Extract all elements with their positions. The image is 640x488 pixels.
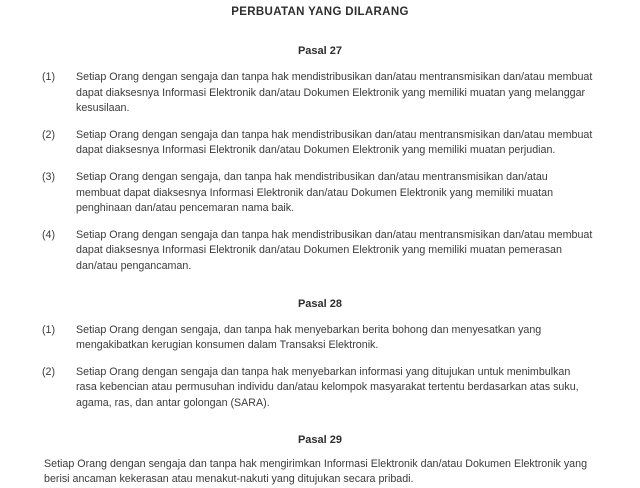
section-heading-pasal-28: Pasal 28 (297, 297, 343, 310)
page-title: PERBUATAN YANG DILARANG (231, 6, 409, 18)
clause-list-pasal-27 (0, 70, 640, 275)
clause-item (30, 70, 594, 117)
clause-text: Setiap Orang dengan sengaja, dan tanpa hak menyebarkan berita bohong dan menyesatkan yang mengakibatkan kerugian konsumen dalam Transaksi Elektronik. (76, 323, 542, 352)
clause-text: Setiap Orang dengan sengaja dan tanpa hak mendistribusikan dan/atau mentransmisikan dan/atau membuat dapat diaksesnya Informasi Elektronik dan/atau Dokumen Elektronik yang memiliki muatan pemerasan dan/atau pengancaman. (76, 228, 593, 272)
clause-marker: (2) (42, 128, 56, 141)
section-heading-pasal-29: Pasal 29 (297, 433, 343, 446)
clause-text: Setiap Orang dengan sengaja, dan tanpa hak mendistribusikan dan/atau mentransmisikan dan/atau membuat dapat diaksesnya Informasi Elektronik dan/atau Dokumen Elektronik yang memiliki muatan penghinaan dan/atau pencemaran nama baik. (76, 170, 554, 215)
clause-marker: (3) (42, 170, 56, 183)
section-heading-pasal-27: Pasal 27 (297, 45, 343, 57)
clause-marker: (1) (42, 323, 56, 336)
clause-item (30, 128, 594, 159)
clause-text: Setiap Orang dengan sengaja dan tanpa hak menyebarkan informasi yang ditujukan untuk menimbulkan rasa kebencian atau permusuhan individu dan/atau kelompok masyarakat tertentu berdasarkan atas suku, agama, ras, dan antar golongan (SARA). (76, 365, 579, 409)
clause-marker: (4) (42, 228, 56, 241)
section-body-pasal-29: Setiap Orang dengan sengaja dan tanpa hak mengirimkan Informasi Elektronik dan/atau Dokumen Elektronik yang berisi ancaman kekerasan atau menakut-nakuti yang ditujukan secara pribadi. (44, 457, 588, 486)
clause-text: Setiap Orang dengan sengaja dan tanpa hak mendistribusikan dan/atau mentransmisikan dan/atau membuat dapat diaksesnya Informasi Elektronik dan/atau Dokumen Elektronik yang memiliki muatan yang melanggar kesusilaan. (76, 71, 593, 115)
clause-marker: (2) (42, 365, 56, 378)
clause-item (30, 323, 594, 354)
clause-text: Setiap Orang dengan sengaja dan tanpa hak mendistribusikan dan/atau mentransmisikan dan/atau membuat dapat diaksesnya Informasi Elektronik dan/atau Dokumen Elektronik yang memiliki muatan perjudian. (76, 128, 593, 157)
clause-item (30, 170, 594, 217)
clause-marker: (1) (42, 71, 56, 83)
clause-item (30, 228, 594, 275)
clause-item (30, 365, 594, 412)
clause-list-pasal-28 (0, 323, 640, 412)
